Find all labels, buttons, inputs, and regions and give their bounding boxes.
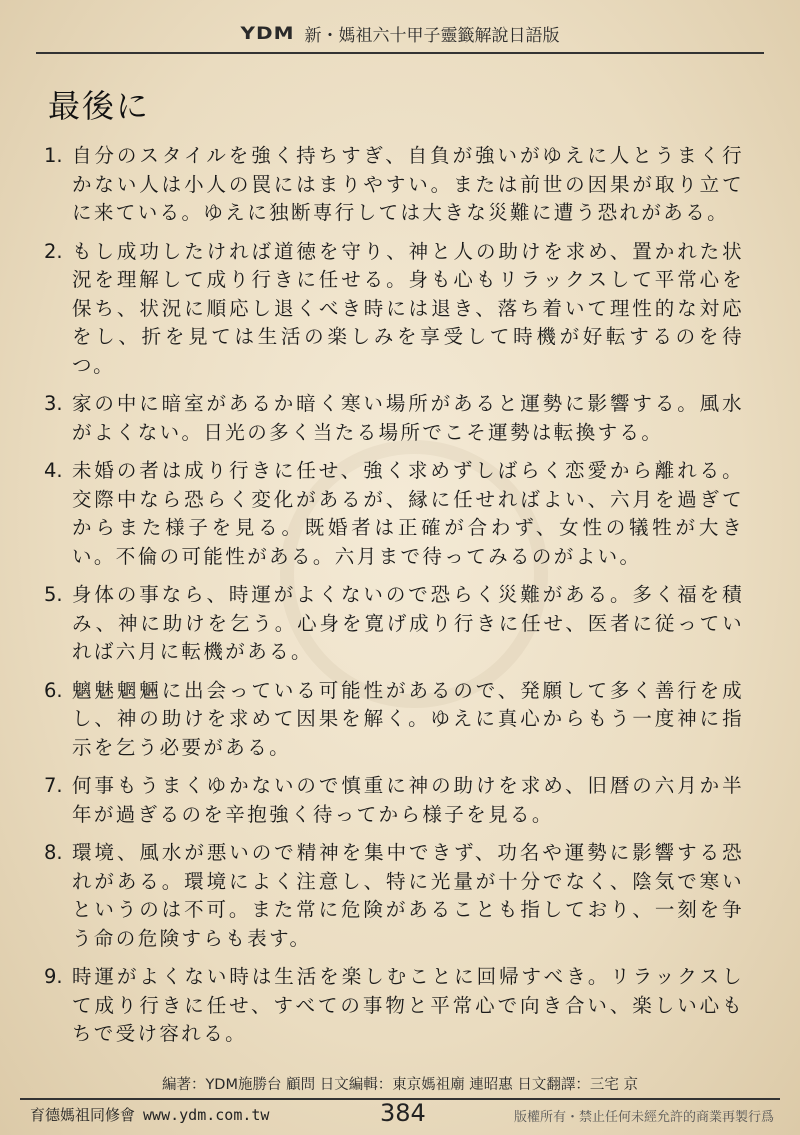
header-divider — [36, 52, 764, 54]
item-number: 6. — [44, 678, 63, 702]
item-number: 5. — [44, 583, 63, 606]
list-item — [44, 772, 744, 829]
list-item — [44, 677, 744, 763]
item-text: 未婚の者は成り行きに任せ、強く求めずしばらく恋愛から離れる。交際中なら恐らく変化があるが、縁に任せればよい、六月を過ぎてからまた様子を見る。既婚者は正確が合わず、女性の犠牲が大きい。不倫の可能性がある。六月まで待ってみるのがよい。 — [72, 459, 744, 568]
org-name: 育德媽祖同修會 — [30, 1106, 136, 1124]
website-url: www.ydm.com.tw — [143, 1106, 270, 1124]
list-item — [44, 142, 744, 228]
list-item — [44, 238, 744, 381]
credits-line: 編著：YDM施勝台 顧問 日文編輯：東京媽祖廟 連昭惠 日文翻譯：三宅 京 — [161, 1077, 639, 1093]
book-title: 新・媽祖六十甲子靈籤解說日語版 — [304, 25, 560, 46]
footer-org — [30, 1104, 269, 1125]
item-text: 環境、風水が悪いので精神を集中できず、功名や運勢に影響する恐れがある。環境によく注意し、特に光量が十分でなく、陰気で寒いというのは不可。また常に危険があることも指しており、一刻を争う命の危険すらも表す。 — [72, 841, 744, 950]
item-number: 8. — [44, 841, 63, 864]
page-number: 384 — [380, 1099, 426, 1127]
item-text: 家の中に暗室があるか暗く寒い場所があると運勢に影響する。風水がよくない。日光の多く当たる場所でこそ運勢は転換する。 — [72, 392, 744, 444]
item-number: 4. — [44, 459, 63, 482]
list-item — [44, 963, 744, 1049]
ydm-logo: YDM — [240, 22, 295, 44]
list-item — [44, 839, 744, 953]
advice-list — [44, 142, 744, 1059]
item-text: 自分のスタイルを強く持ちすぎ、自負が強いがゆえに人とうまく行かない人は小人の罠にはまりやすい。または前世の因果が取り立てに来ている。ゆえに独断専行しては大きな災難に遭う恐れがある。 — [72, 144, 744, 224]
item-text: 身体の事なら、時運がよくないので恐らく災難がある。多く福を積み、神に助けを乞う。心身を寛げ成り行きに任せ、医者に従っていれば六月に転機がある。 — [72, 583, 744, 663]
item-number: 7. — [44, 774, 63, 797]
item-number: 1. — [44, 144, 63, 167]
page-header — [0, 18, 800, 48]
item-text: 何事もうまくゆかないので慎重に神の助けを求め、旧暦の六月か半年が過ぎるのを辛抱強く待ってから様子を見る。 — [72, 774, 744, 826]
list-item — [44, 457, 744, 571]
item-text: 時運がよくない時は生活を楽しむことに回帰すべき。リラックスして成り行きに任せ、すべての事物と平常心で向き合い、楽しい心もちで受け容れる。 — [72, 965, 744, 1045]
item-number: 2. — [44, 239, 63, 263]
item-text: 魑魅魍魎に出会っている可能性があるので、発願して多く善行を成し、神の助けを求めて因果を解く。ゆえに真心からもう一度神に指示を乞う必要がある。 — [72, 678, 744, 759]
item-text: もし成功したければ道徳を守り、神と人の助けを求め、置かれた状況を理解して成り行きに任せる。身も心もリラックスして平常心を保ち、状況に順応し退くべき時には退き、落ち着いて理性的な対応をし、折を見ては生活の楽しみを享受して時機が好転するのを待つ。 — [72, 239, 744, 377]
item-number: 3. — [44, 392, 63, 415]
copyright-notice: 版權所有・禁止任何未經允許的商業再製行爲 — [513, 1110, 774, 1125]
list-item — [44, 581, 744, 667]
section-title: 最後に — [48, 87, 151, 126]
list-item — [44, 390, 744, 447]
item-number: 9. — [44, 965, 63, 988]
